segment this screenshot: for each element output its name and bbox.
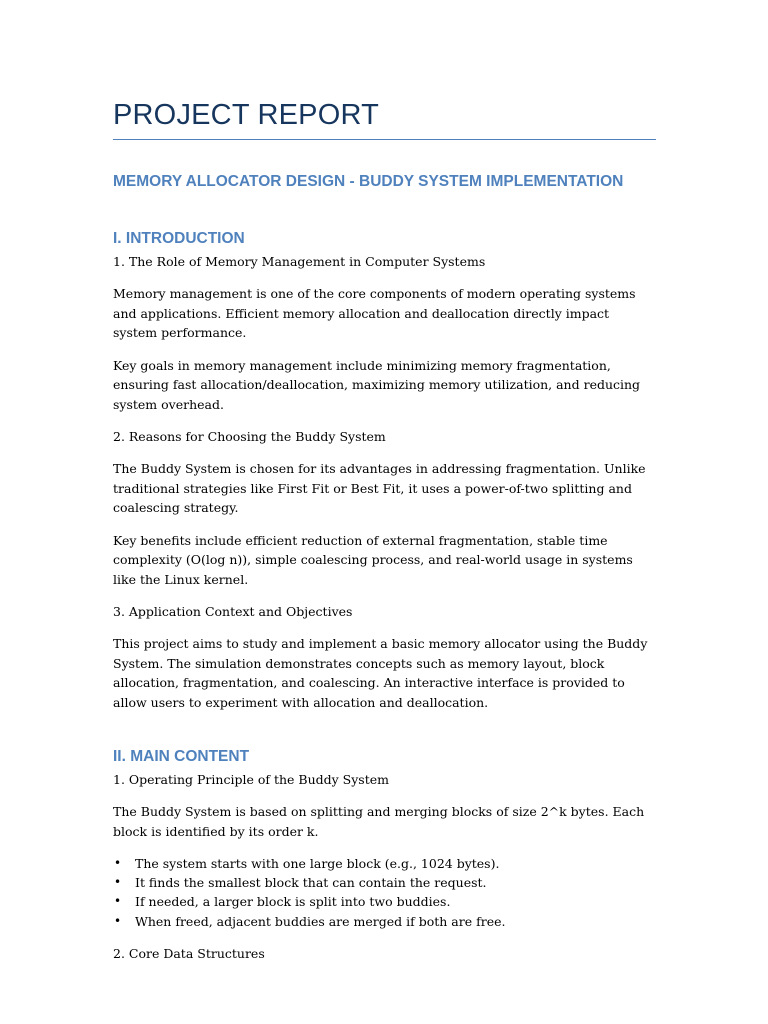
list-item	[113, 854, 656, 873]
section-heading-main-content: II. MAIN CONTENT	[113, 748, 250, 765]
paragraph: The Buddy System is chosen for its advantages in addressing fragmentation. Unlike traditional strategies like First Fit or Best Fit, it uses a power-of-two splitting and coalescing strategy.	[113, 461, 646, 515]
bullet-icon: •	[114, 856, 122, 870]
subheading-role-of-memory-management: 1. The Role of Memory Management in Computer Systems	[113, 254, 486, 269]
bullet-icon: •	[114, 913, 122, 928]
subheading-core-data-structures: 2. Core Data Structures	[113, 945, 265, 961]
subheading-reasons-buddy-system: 2. Reasons for Choosing the Buddy System	[113, 429, 386, 444]
section-introduction	[113, 229, 656, 712]
document-subtitle: MEMORY ALLOCATOR DESIGN - BUDDY SYSTEM IMPLEMENTATION	[113, 173, 624, 190]
list-item-text: When freed, adjacent buddies are merged if both are free.	[135, 913, 506, 929]
section-heading-introduction: I. INTRODUCTION	[113, 230, 245, 247]
subheading-operating-principle: 1. Operating Principle of the Buddy System	[113, 772, 389, 787]
bullet-list	[113, 854, 656, 931]
bullet-icon: •	[114, 894, 122, 909]
list-item-text: It finds the smallest block that can contain the request.	[135, 875, 487, 891]
paragraph: Key benefits include efficient reduction of external fragmentation, stable time complexity (O(log n)), simple coalescing process, and real-world usage in systems like the Linux kernel.	[113, 532, 633, 587]
list-item	[113, 912, 656, 931]
subheading-application-context: 3. Application Context and Objectives	[113, 604, 353, 619]
list-item-text: If needed, a larger block is split into two buddies.	[135, 894, 451, 910]
section-main-content	[113, 747, 656, 963]
paragraph: The Buddy System is based on splitting and merging blocks of size 2^k bytes. Each block is identified by its order k.	[113, 804, 645, 839]
list-item	[113, 892, 656, 911]
paragraph: This project aims to study and implement a basic memory allocator using the Buddy System. The simulation demonstrates concepts such as memory layout, block allocation, fragmentation, and coalescing. An interactive interface is provided to allow users to experiment with allocation and deallocation.	[113, 636, 648, 710]
document-title: PROJECT REPORT	[113, 99, 379, 131]
title-divider	[113, 139, 656, 140]
list-item-text: The system starts with one large block (e.g., 1024 bytes).	[135, 856, 500, 871]
paragraph: Key goals in memory management include minimizing memory fragmentation, ensuring fast allocation/deallocation, maximizing memory utilization, and reducing system overhead.	[113, 357, 641, 412]
bullet-icon: •	[114, 875, 122, 890]
list-item	[113, 873, 656, 892]
paragraph: Memory management is one of the core components of modern operating systems and applications. Efficient memory allocation and deallocation directly impact system performance.	[113, 286, 636, 340]
